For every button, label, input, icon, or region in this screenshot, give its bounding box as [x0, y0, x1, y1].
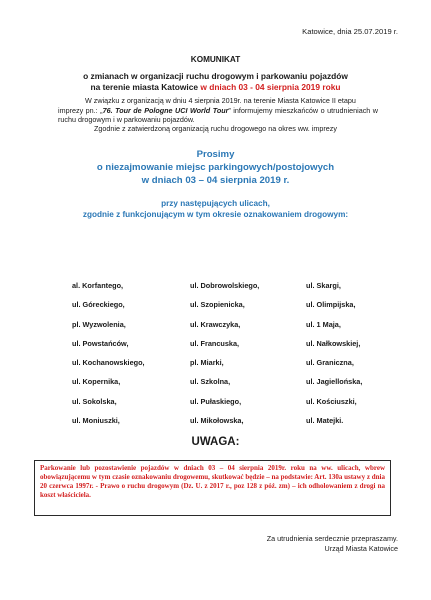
- intro-event-name: 76. Tour de Pologne UCI World Tour: [102, 105, 229, 115]
- closing-block: [178, 534, 398, 554]
- document-subtitle: [0, 71, 431, 93]
- street-item: ul. Skargi,: [306, 281, 341, 290]
- streets-heading: [0, 198, 431, 220]
- streets-heading-line2: zgodnie z funkcjonującym w tym okresie oznakowaniem drogowym:: [82, 210, 349, 219]
- street-item: ul. Matejki.: [306, 416, 344, 426]
- request-line3: w dniach 03 – 04 sierpnia 2019 r.: [141, 175, 290, 186]
- street-item: ul. Pułaskiego,: [190, 396, 242, 406]
- intro-line1: W związku z organizacją w dniu 4 sierpnia 2019r. na terenie Miasta Katowice II etapu: [85, 96, 356, 105]
- intro-rest-prefix: imprezy pn.: „: [58, 105, 103, 115]
- streets-column-2: [190, 281, 259, 435]
- date-line: Katowice, dnia 25.07.2019 r.: [302, 27, 398, 36]
- street-item: ul. Szopienicka,: [190, 300, 245, 310]
- street-item: ul. Góreckiego,: [72, 300, 125, 310]
- streets-heading-line1: przy następujących ulicach,: [161, 199, 270, 208]
- request-line2: o niezajmowanie miejsc parkingowych/postojowych: [96, 162, 335, 173]
- street-item: ul. Olimpijska,: [306, 300, 356, 310]
- street-item: ul. Moniuszki,: [72, 416, 120, 426]
- request-line1: Prosimy: [196, 149, 235, 160]
- closing-apology: Za utrudnienia serdecznie przepraszamy.: [266, 534, 398, 543]
- street-item: ul. Szkolna,: [190, 377, 231, 387]
- street-item: ul. Powstańców,: [72, 338, 129, 348]
- street-item: ul. Sokolska,: [72, 396, 117, 406]
- street-item: ul. 1 Maja,: [306, 319, 341, 329]
- intro-paragraph: [58, 96, 378, 125]
- street-item: ul. Kopernika,: [72, 377, 121, 387]
- subtitle-line2: [0, 82, 431, 93]
- warning-box: Parkowanie lub pozostawienie pojazdów w dniach 03 – 04 sierpnia 2019r. roku na ww. ulicach, wbrew obowiązującemu w tym czasie oznakowaniu drogowemu, skutkować będzie – na podstawie: Art. 130a ustawy z dnia 20 czerwca 1997r. - Prawo o ruchu drogowym (Dz. U. z 2017 r., poz 128 z póź. zm) – ich odholowaniem z drogi na koszt właściciela.: [34, 460, 391, 516]
- request-heading: [0, 148, 431, 187]
- street-item: pl. Miarki,: [190, 358, 224, 368]
- intro-rest: [58, 106, 378, 125]
- warning-heading: UWAGA:: [191, 436, 240, 448]
- closing-signature: Urząd Miasta Katowice: [324, 544, 398, 553]
- streets-column-1: [72, 281, 145, 435]
- approved-line: Zgodnie z zatwierdzoną organizacją ruchu drogowego na okres ww. imprezy: [94, 124, 337, 133]
- street-item: ul. Graniczna,: [306, 358, 354, 368]
- streets-column-3: [306, 281, 362, 435]
- street-item: ul. Kochanowskiego,: [72, 358, 145, 368]
- street-item: ul. Mikołowska,: [190, 416, 244, 426]
- street-item: ul. Nałkowskiej,: [306, 338, 361, 348]
- street-item: ul. Dobrowolskiego,: [190, 281, 260, 290]
- street-item: ul. Jagiellońska,: [306, 377, 363, 387]
- subtitle-line2-prefix: na terenie miasta Katowice: [90, 82, 201, 92]
- street-item: ul. Kościuszki,: [306, 396, 357, 406]
- document-title: KOMUNIKAT: [190, 55, 241, 64]
- intro-rest-suffix: ” informujemy mieszkańców o utrudnieniach w ruchu drogowym i w parkowaniu pojazdów.: [58, 105, 378, 125]
- street-item: al. Korfantego,: [72, 281, 124, 290]
- street-item: pl. Wyzwolenia,: [72, 319, 126, 329]
- subtitle-line1: o zmianach w organizacji ruchu drogowym i parkowaniu pojazdów: [83, 71, 348, 81]
- street-item: ul. Francuska,: [190, 338, 240, 348]
- street-item: ul. Krawczyka,: [190, 319, 241, 329]
- subtitle-dates: w dniach 03 - 04 sierpnia 2019 roku: [200, 82, 341, 92]
